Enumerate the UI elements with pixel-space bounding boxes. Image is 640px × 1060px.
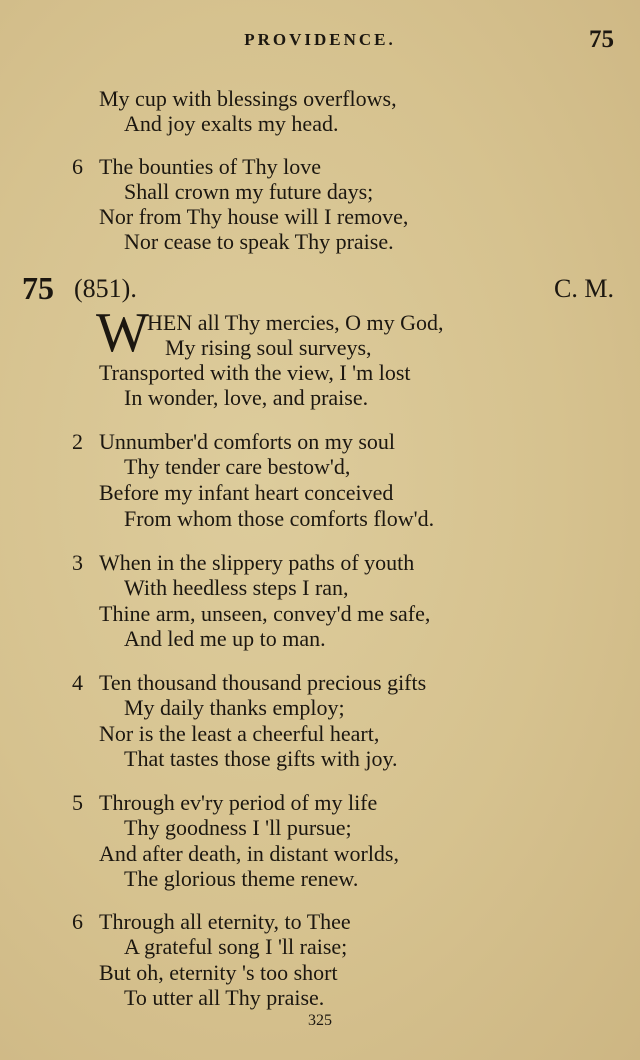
verse-line: Thy tender care bestow'd, [124, 454, 351, 479]
verse-line: HEN all Thy mercies, O my God, [147, 310, 444, 335]
verse-line: Unnumber'd comforts on my soul [99, 429, 396, 454]
footer-page-number: 325 [308, 1012, 332, 1029]
verse-line: My daily thanks employ; [124, 695, 345, 720]
stanza-number: 6 [72, 154, 83, 179]
stanza-number: 5 [72, 790, 83, 815]
verse-line: From whom those comforts flow'd. [124, 506, 435, 531]
verse-line: And led me up to man. [124, 626, 326, 651]
verse-line: Through ev'ry period of my life [99, 790, 378, 815]
verse-line: Nor cease to speak Thy praise. [124, 229, 394, 254]
verse-line: But oh, eternity 's too short [99, 960, 338, 985]
drop-cap: W [96, 302, 149, 364]
verse-line: In wonder, love, and praise. [124, 385, 369, 410]
verse-line: The bounties of Thy love [99, 154, 321, 179]
verse-line: My rising soul surveys, [165, 335, 372, 360]
hymn-meter: C. M. [554, 274, 614, 303]
hymn-reference: (851). [74, 274, 137, 303]
verse-line: And after death, in distant worlds, [99, 841, 399, 866]
verse-line: When in the slippery paths of youth [99, 550, 415, 575]
verse-line: Nor is the least a cheerful heart, [99, 721, 380, 746]
running-header-title: PROVIDENCE. [244, 30, 396, 49]
verse-line: Ten thousand thousand precious gifts [99, 670, 427, 695]
verse-line: Thy goodness I 'll pursue; [124, 815, 352, 840]
verse-line: To utter all Thy praise. [124, 985, 325, 1010]
verse-line: My cup with blessings overflows, [99, 86, 397, 111]
verse-line: Shall crown my future days; [124, 179, 374, 204]
verse-line: Before my infant heart conceived [99, 480, 394, 505]
verse-line: And joy exalts my head. [124, 111, 339, 136]
stanza-number: 3 [72, 550, 83, 575]
hymn-number: 75 [22, 270, 54, 306]
verse-line: A grateful song I 'll raise; [124, 934, 348, 959]
verse-line: Transported with the view, I 'm lost [99, 360, 411, 385]
verse-line: Thine arm, unseen, convey'd me safe, [99, 601, 431, 626]
stanza-number: 6 [72, 909, 83, 934]
running-header-page-number: 75 [589, 26, 614, 53]
stanza-number: 4 [72, 670, 83, 695]
verse-line: Nor from Thy house will I remove, [99, 204, 409, 229]
verse-line: The glorious theme renew. [124, 866, 359, 891]
verse-line: Through all eternity, to Thee [99, 909, 351, 934]
stanza-number: 2 [72, 429, 83, 454]
verse-line: That tastes those gifts with joy. [124, 746, 398, 771]
verse-line: With heedless steps I ran, [124, 575, 349, 600]
